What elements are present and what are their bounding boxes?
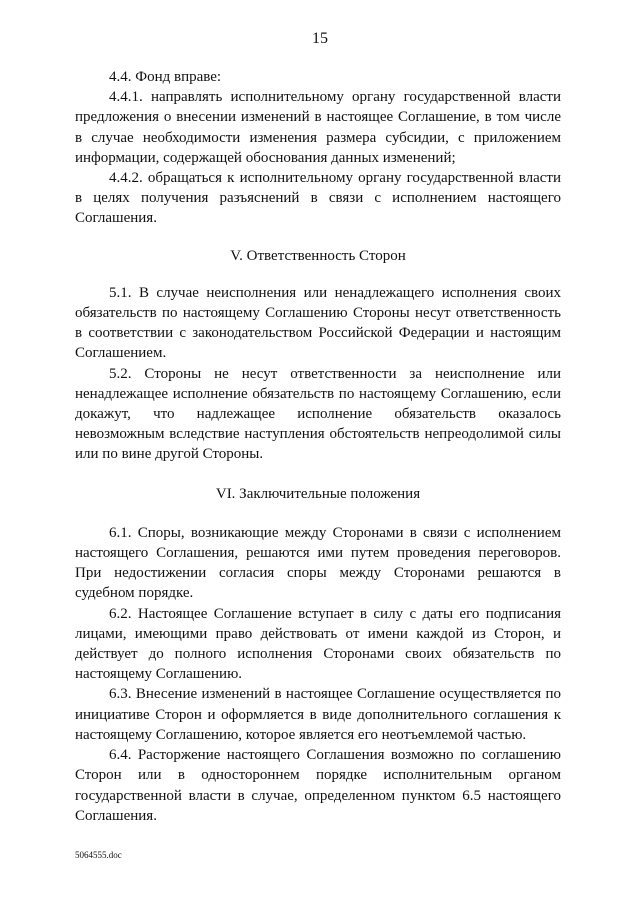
paragraph-6-1: 6.1. Споры, возникающие между Сторонами в связи с исполнением настоящего Соглашения, решаются ими путем проведения переговоров. При недостижении согласия споры между Сторонами решаются в судебном порядке. [75,524,561,602]
paragraph-4-4-2: 4.4.2. обращаться к исполнительному органу государственной власти в целях получения разъяснений в связи с исполнением настоящего Соглашения. [75,170,561,227]
page-number: 15 [312,30,328,47]
section-heading-v: V. Ответственность Сторон [230,247,406,264]
paragraph-6-2: 6.2. Настоящее Соглашение вступает в силу с даты его подписания лицами, имеющими право действовать от имени каждой из Сторон, и действует до полного исполнения Сторонами своих обязательств по настоящему Соглашению. [75,605,561,683]
paragraph-5-1: 5.1. В случае неисполнения или ненадлежащего исполнения своих обязательств по настоящему Соглашению Стороны несут ответственность в соответствии с законодательством Российской Федерации и настоящим Соглашением. [75,284,561,362]
section-heading-vi: VI. Заключительные положения [215,485,421,502]
paragraph-5-2: 5.2. Стороны не несут ответственности за неисполнение или ненадлежащее исполнение обязательств по настоящему Соглашению, если докажут, что надлежащее исполнение обязательств оказалось невозможным вследствие наступления обстоятельств непреодолимой силы или по вине другой Стороны. [75,365,561,463]
paragraph-4-4-1: 4.4.1. направлять исполнительному органу государственной власти предложения о внесении изменений в настоящее Соглашение, в том числе в случае необходимости изменения размера субсидии, с приложением информации, содержащей обоснования данных изменений; [75,89,561,166]
document-body [75,67,561,826]
footer-filename: 5064555.doc [75,850,122,860]
paragraph-6-4: 6.4. Расторжение настоящего Соглашения возможно по соглашению Сторон или в одностороннем порядке исполнительным органом государственной власти в случае, определенном пунктом 6.5 настоящего Соглашения. [75,747,561,824]
paragraph-6-3: 6.3. Внесение изменений в настоящее Соглашение осуществляется по инициативе Сторон и оформляется в виде дополнительного соглашения к настоящему Соглашению, которое является его неотъемлемой частью. [75,686,561,743]
paragraph-4-4: 4.4. Фонд вправе: [109,69,222,85]
